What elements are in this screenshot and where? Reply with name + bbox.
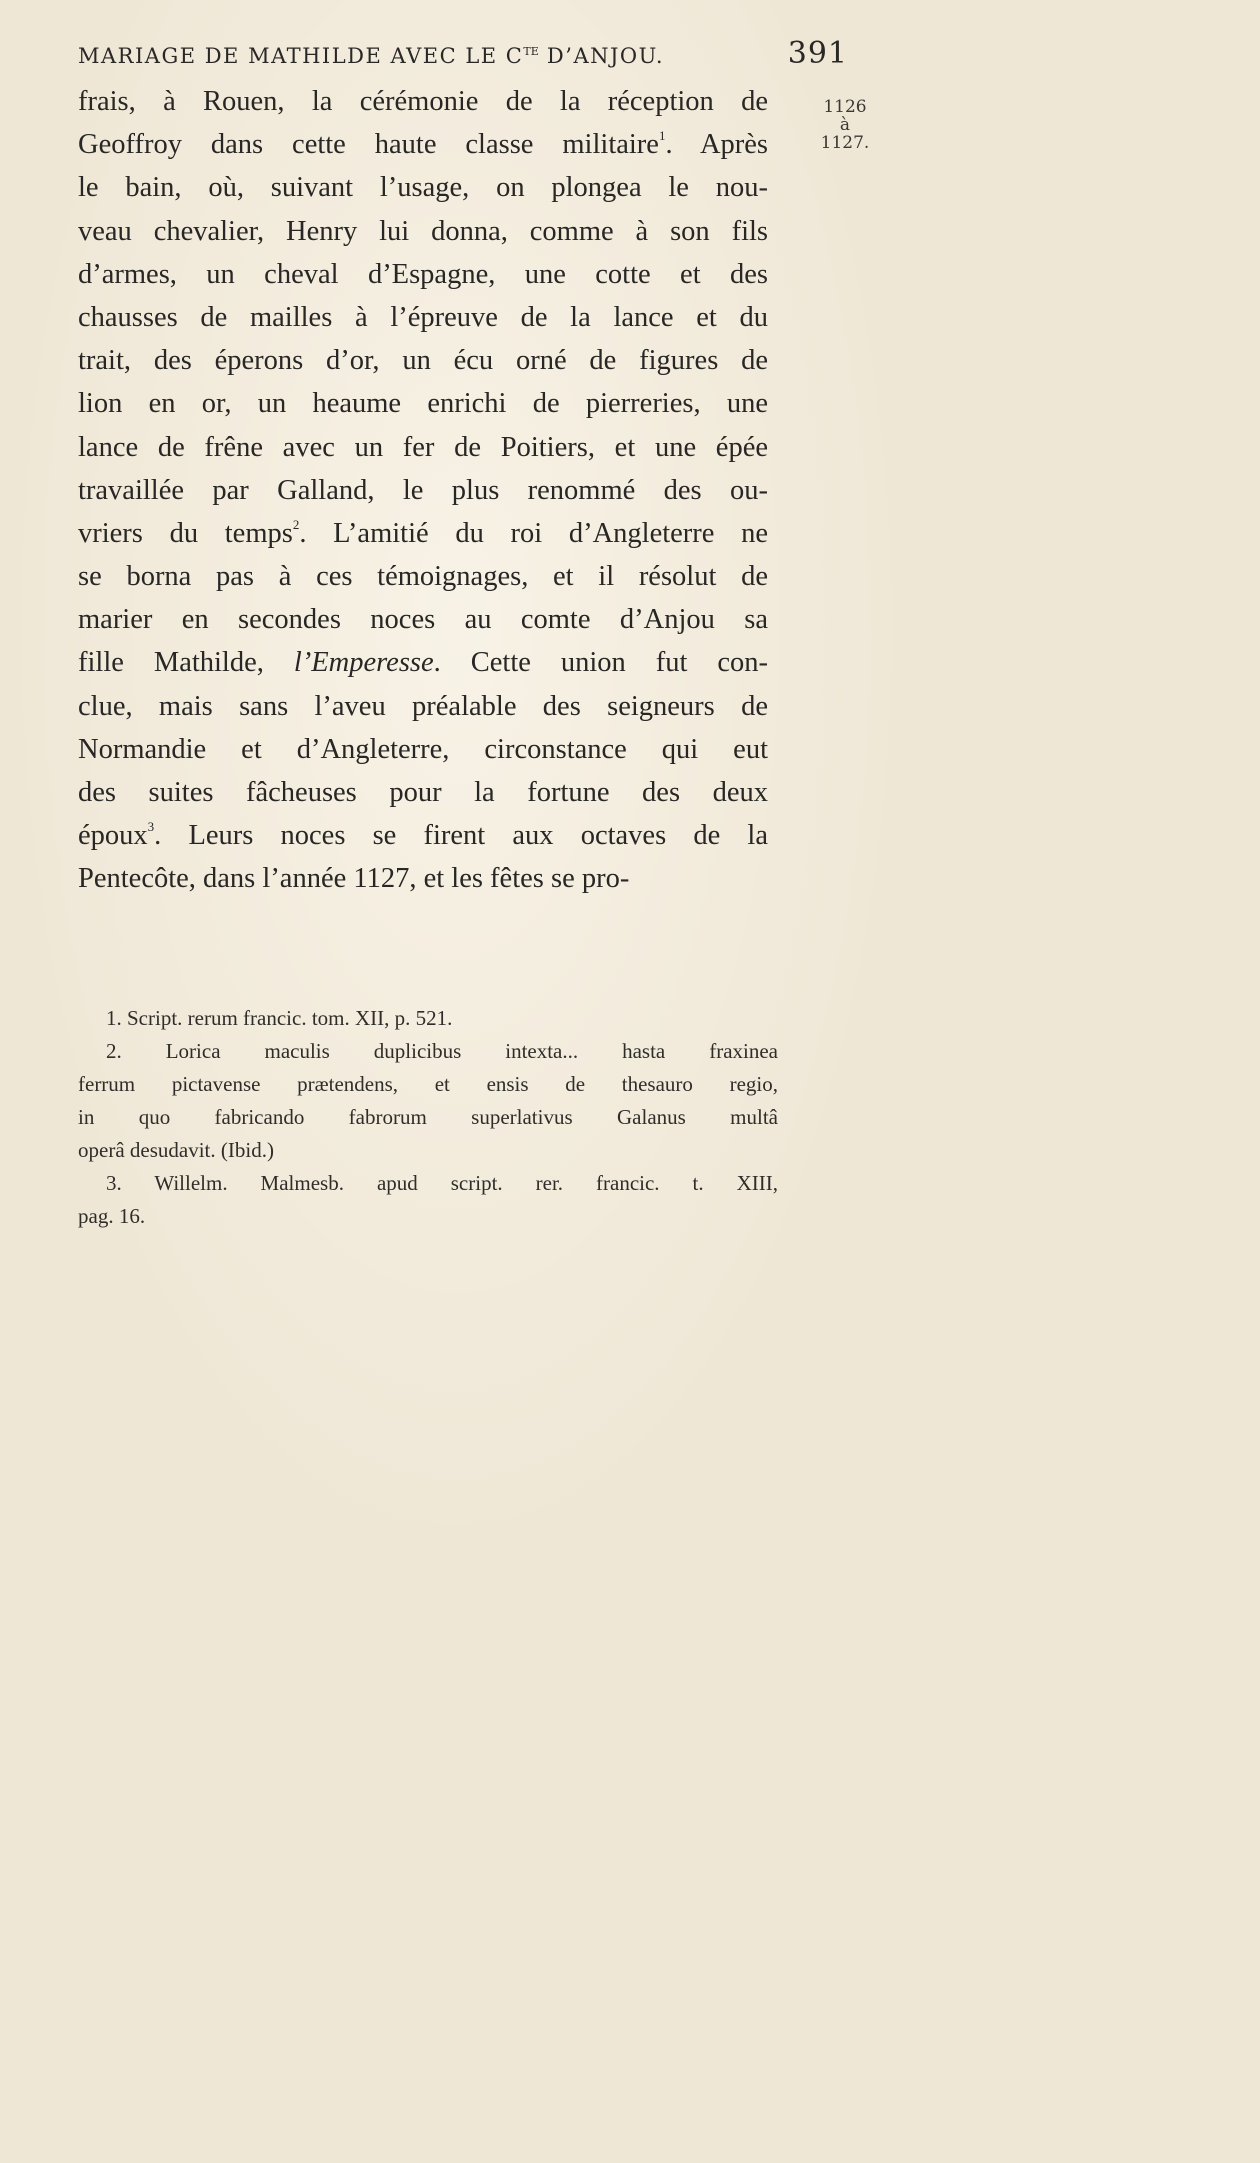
footnote-2-line: ferrum pictavense prætendens, et ensis de thesauro regio, [78, 1072, 778, 1096]
text-segment: fille Mathilde, [78, 647, 294, 679]
text-line: frais, à Rouen, la cérémonie de la réception de [78, 86, 768, 117]
page-header [78, 36, 858, 80]
text-line: chausses de mailles à l’épreuve de la lance et du [78, 301, 768, 333]
footnote-2-line: 2. Lorica maculis duplicibus intexta... hasta fraxinea [106, 1039, 778, 1063]
text-line: le bain, où, suivant l’usage, on plongea le nou- [78, 172, 768, 204]
footnote-ref-1: 1 [658, 128, 666, 144]
margin-date-from: 1126 [823, 97, 867, 117]
running-head-superscript: TE [523, 45, 539, 58]
text-segment: . Après [665, 129, 769, 161]
footnote-1: 1. Script. rerum francic. tom. XII, p. 521. [106, 1006, 453, 1030]
text-line: lion en or, un heaume enrichi de pierreries, une [78, 388, 768, 420]
footnote-3-line: pag. 16. [78, 1204, 146, 1228]
text-line: des suites fâcheuses pour la fortune des deux [78, 777, 768, 808]
margin-date-to: 1127. [820, 133, 870, 153]
main-text [78, 80, 768, 901]
text-line: veau chevalier, Henry lui donna, comme à son fils [78, 215, 768, 247]
margin-date-separator: à [839, 115, 851, 135]
text-segment: époux [78, 820, 148, 852]
text-line: se borna pas à ces témoignages, et il résolut de [78, 561, 768, 593]
text-line [78, 814, 768, 857]
text-line: Normandie et d’Angleterre, circonstance qui eut [78, 733, 768, 765]
text-line: trait, des éperons d’or, un écu orné de figures de [78, 345, 768, 377]
text-line: clue, mais sans l’aveu préalable des seigneurs de [78, 690, 768, 722]
italic-title: l’Emperesse [293, 647, 434, 679]
text-segment: vriers du temps [78, 517, 293, 549]
text-segment: . Cette union fut con- [433, 647, 768, 679]
text-segment: . Leurs noces se firent aux octaves de la [154, 820, 768, 852]
running-head-end: D’ANJOU. [538, 44, 665, 68]
footnote-ref-2: 2 [292, 516, 300, 532]
text-line [78, 123, 768, 166]
text-line: marier en secondes noces au comte d’Anjou sa [78, 604, 768, 636]
footnote-ref-3: 3 [147, 819, 155, 835]
text-line: lance de frêne avec un fer de Poitiers, et une épée [78, 431, 768, 463]
text-line: Pentecôte, dans l’année 1127, et les fêtes se pro- [78, 863, 630, 895]
running-head [78, 44, 664, 68]
page-number: 391 [787, 36, 848, 71]
text-segment: . L’amitié du roi d’Angleterre ne [299, 517, 768, 549]
footnote-2-line: operâ desudavit. (Ibid.) [78, 1138, 274, 1162]
text-line [78, 512, 768, 555]
text-segment: Geoffroy dans cette haute classe militaire [78, 129, 659, 161]
footnote-2-line: in quo fabricando fabrorum superlativus Galanus multâ [78, 1105, 778, 1129]
footnotes [78, 1002, 778, 1233]
running-head-main: MARIAGE DE MATHILDE AVEC LE C [78, 44, 524, 68]
text-line [78, 641, 768, 684]
text-line: travaillée par Galland, le plus renommé des ou- [78, 474, 768, 506]
footnote-3-line: 3. Willelm. Malmesb. apud script. rer. francic. t. XIII, [106, 1171, 778, 1195]
text-line: d’armes, un cheval d’Espagne, une cotte et des [78, 258, 768, 290]
margin-date-note [815, 98, 875, 152]
